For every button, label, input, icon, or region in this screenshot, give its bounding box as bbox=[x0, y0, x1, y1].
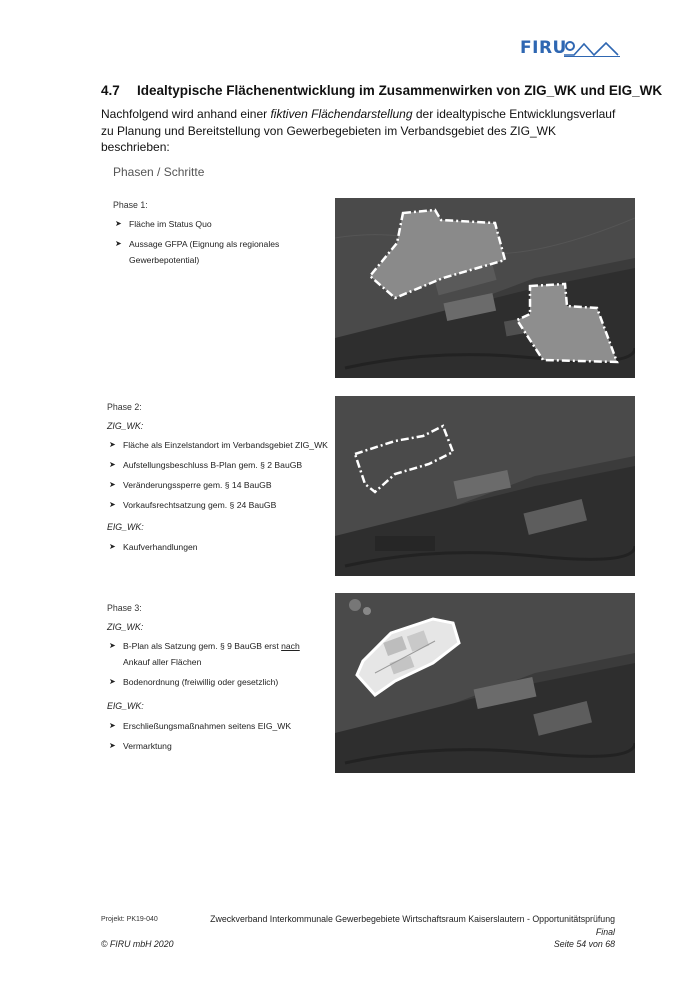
arrowhead-bullet-icon: ➤ bbox=[109, 500, 116, 509]
phase-2-eig-list bbox=[107, 542, 332, 552]
arrowhead-bullet-icon: ➤ bbox=[109, 460, 116, 469]
list-item: ➤ Vermarktung bbox=[109, 741, 172, 751]
footer-project: Projekt: PK19-040 bbox=[101, 916, 158, 923]
arrowhead-bullet-icon: ➤ bbox=[115, 239, 122, 248]
firu-logo-icon bbox=[564, 40, 620, 58]
intro-text-1: Nachfolgend wird anhand einer bbox=[101, 107, 271, 121]
phase-1-label: Phase 1: bbox=[113, 200, 148, 210]
list-item-continuation: Ankauf aller Flächen bbox=[123, 657, 202, 667]
phase-3-eig-list bbox=[107, 721, 332, 751]
aerial-image-phase-2 bbox=[335, 396, 635, 576]
list-item-continuation: Gewerbepotential) bbox=[129, 255, 200, 265]
phase-2-eig-label: EIG_WK: bbox=[107, 522, 144, 532]
list-item: ➤ B-Plan als Satzung gem. § 9 BauGB erst nach bbox=[109, 641, 300, 651]
list-item: ➤ Bodenordnung (freiwillig oder gesetzlich) bbox=[109, 677, 279, 687]
arrowhead-bullet-icon: ➤ bbox=[115, 219, 122, 228]
list-item: ➤ Fläche als Einzelstandort im Verbandsgebiet ZIG_WK bbox=[109, 440, 328, 450]
aerial-image-phase-3 bbox=[335, 593, 635, 773]
footer-page-number: Seite 54 von 68 bbox=[553, 939, 615, 949]
intro-emphasis: fiktiven Flächendarstellung bbox=[270, 107, 413, 121]
aerial-image-phase-1 bbox=[335, 198, 635, 378]
section-title: Idealtypische Flächenentwicklung im Zusammenwirken von ZIG_WK und EIG_WK bbox=[137, 83, 663, 98]
intro-text-2: der idealtypische Entwicklungsverlauf zu Planung und Bereitstellung von Gewerbegebieten im Verbandsgebiet des ZIG_WK beschrieben: bbox=[101, 107, 616, 154]
phase-2-zig-label: ZIG_WK: bbox=[107, 421, 144, 431]
phase-3-zig-list bbox=[107, 641, 332, 687]
section-number: 4.7 bbox=[101, 83, 120, 98]
list-item: ➤ Erschließungsmaßnahmen seitens EIG_WK bbox=[109, 721, 292, 731]
logo-text: FIRU bbox=[520, 38, 567, 58]
list-item: ➤ Fläche im Status Quo bbox=[115, 219, 212, 229]
arrowhead-bullet-icon: ➤ bbox=[109, 721, 116, 730]
list-item: ➤ Kaufverhandlungen bbox=[109, 542, 198, 552]
arrowhead-bullet-icon: ➤ bbox=[109, 440, 116, 449]
footer-status: Final bbox=[595, 927, 615, 937]
phase-3-eig-label: EIG_WK: bbox=[107, 701, 144, 711]
list-item: ➤ Aufstellungsbeschluss B-Plan gem. § 2 BauGB bbox=[109, 460, 303, 470]
arrowhead-bullet-icon: ➤ bbox=[109, 677, 116, 686]
arrowhead-bullet-icon: ➤ bbox=[109, 741, 116, 750]
list-item: ➤ Veränderungssperre gem. § 14 BauGB bbox=[109, 480, 272, 490]
underlined-word: nach bbox=[281, 641, 300, 651]
phasen-title: Phasen / Schritte bbox=[113, 165, 205, 179]
footer-title: Zweckverband Interkommunale Gewerbegebiete Wirtschaftsraum Kaiserslautern - Opportunitätsprüfung bbox=[210, 914, 615, 924]
list-item: ➤ Vorkaufsrechtsatzung gem. § 24 BauGB bbox=[109, 500, 277, 510]
phase-3-label: Phase 3: bbox=[107, 603, 142, 613]
arrowhead-bullet-icon: ➤ bbox=[109, 641, 116, 650]
phase-2-label: Phase 2: bbox=[107, 402, 142, 412]
section-heading bbox=[101, 83, 662, 98]
phase-1-list bbox=[113, 219, 328, 265]
firu-logo bbox=[520, 38, 620, 60]
list-item: ➤ Aussage GFPA (Eignung als regionales bbox=[115, 239, 280, 249]
footer-copyright: © FIRU mbH 2020 bbox=[101, 939, 174, 949]
phase-2-zig-list bbox=[107, 440, 332, 510]
arrowhead-bullet-icon: ➤ bbox=[109, 542, 116, 551]
phase-3-zig-label: ZIG_WK: bbox=[107, 622, 144, 632]
arrowhead-bullet-icon: ➤ bbox=[109, 480, 116, 489]
intro-paragraph bbox=[101, 106, 621, 156]
